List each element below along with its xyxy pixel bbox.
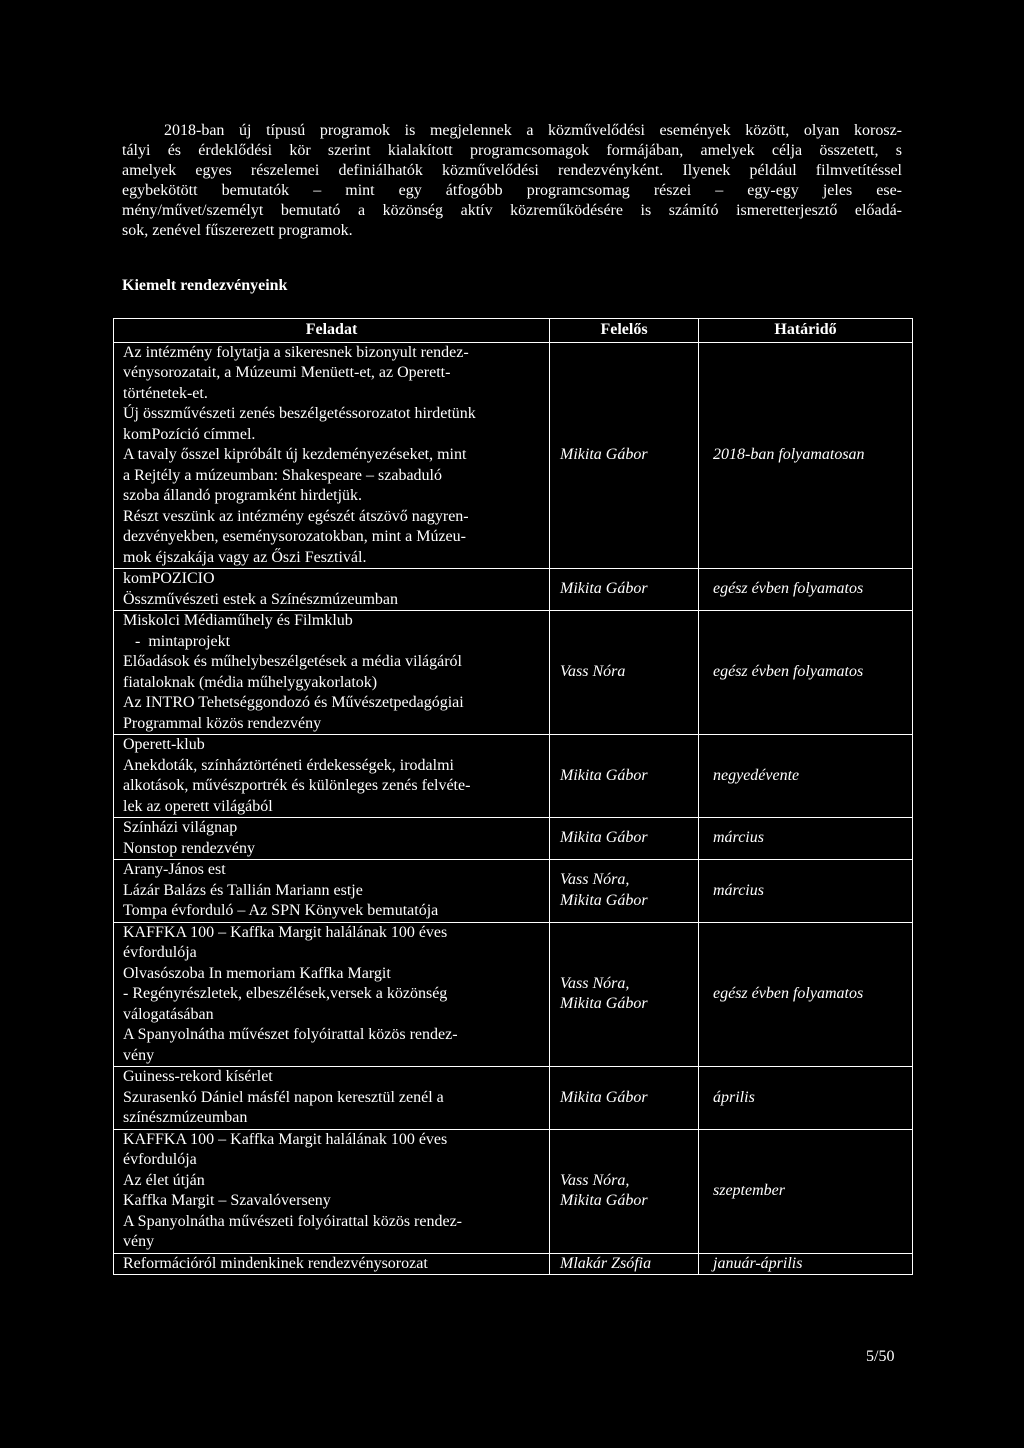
intro-line: 2018-ban új típusú programok is megjelennek a közművelődési események között, olyan korosz-: [164, 122, 902, 139]
cell-line: március: [713, 881, 764, 899]
table-row: [114, 1129, 913, 1253]
task-cell: [114, 860, 550, 923]
cell-line: 2018-ban folyamatosan: [713, 446, 865, 463]
cell-line: Mikita Gábor: [560, 766, 648, 784]
deadline-cell: [699, 1067, 913, 1130]
intro-line: sok, zenével fűszerezett programok.: [122, 222, 353, 239]
cell-line: Operett-klub: [123, 736, 205, 753]
cell-line: Lázár Balázs és Tallián Mariann estje: [123, 881, 363, 899]
table-row: [114, 860, 913, 923]
table-row: [114, 818, 913, 860]
cell-line: Vass Nóra,: [560, 1171, 630, 1189]
cell-line: Mikita Gábor: [560, 1192, 648, 1209]
deadline-cell: [699, 1253, 913, 1275]
task-cell: [114, 922, 550, 1067]
cell-line: Az INTRO Tehetséggondozó és Művészetpedagógiai: [123, 694, 464, 711]
cell-line: színészmúzeumban: [123, 1109, 248, 1126]
responsible-cell: [550, 818, 699, 860]
cell-line: szeptember: [713, 1181, 785, 1199]
responsible-cell: [550, 1129, 699, 1253]
cell-line: Programmal közös rendezvény: [123, 714, 322, 732]
cell-line: alkotások, művészportrék és különleges zenés felvéte-: [123, 777, 471, 794]
cell-line: KAFFKA 100 – Kaffka Margit halálának 100 éves: [123, 923, 448, 941]
cell-line: fiataloknak (média műhelygyakorlatok): [123, 673, 378, 691]
table-row: [114, 611, 913, 735]
cell-line: Mikita Gábor: [560, 1088, 648, 1106]
cell-line: Vass Nóra,: [560, 871, 630, 889]
header-deadline: Határidő: [699, 319, 913, 343]
cell-line: komPOZICIO: [123, 570, 215, 587]
table-row: [114, 735, 913, 818]
cell-line: A Spanyolnátha művészet folyóirattal közös rendez-: [123, 1026, 458, 1043]
cell-line: - Regényrészletek, elbeszélések,versek a közönség: [123, 985, 448, 1002]
cell-line: Tompa évforduló – Az SPN Könyvek bemutatója: [123, 902, 439, 919]
task-cell: [114, 1253, 550, 1275]
cell-line: - mintaprojekt: [123, 632, 231, 650]
cell-line: Guiness-rekord kísérlet: [123, 1068, 273, 1085]
cell-line: negyedévente: [713, 766, 800, 784]
table-header-row: [114, 319, 913, 343]
cell-line: egész évben folyamatos: [713, 580, 864, 598]
cell-line: Részt veszünk az intézmény egészét átszövő nagyren-: [123, 507, 469, 525]
responsible-cell: [550, 1253, 699, 1275]
cell-line: Mikita Gábor: [560, 829, 648, 847]
table-row: [114, 922, 913, 1067]
cell-line: A Spanyolnátha művészeti folyóirattal közös rendez-: [123, 1212, 463, 1230]
cell-line: január-április: [713, 1254, 803, 1272]
cell-line: Előadások és műhelybeszélgetések a média világáról: [123, 653, 462, 670]
cell-line: egész évben folyamatos: [713, 985, 864, 1002]
intro-paragraph: [122, 121, 902, 241]
task-cell: [114, 342, 550, 569]
cell-line: évfordulója: [123, 944, 197, 961]
cell-line: Mikita Gábor: [560, 995, 648, 1013]
cell-line: Az intézmény folytatja a sikeresnek bizonyult rendez-: [123, 343, 469, 361]
deadline-cell: [699, 860, 913, 923]
cell-line: dezvényekben, eseménysorozatokban, mint a Múzeu-: [123, 528, 466, 545]
responsible-cell: [550, 922, 699, 1067]
section-heading: Kiemelt rendezvényeink: [122, 277, 288, 294]
cell-line: Olvasószoba In memoriam Kaffka Margit: [123, 964, 391, 982]
cell-line: Mlakár Zsófia: [560, 1254, 652, 1272]
cell-line: történetek-et.: [123, 384, 208, 402]
task-cell: [114, 1129, 550, 1253]
responsible-cell: [550, 860, 699, 923]
cell-line: vény: [123, 1046, 155, 1064]
cell-line: április: [713, 1088, 755, 1106]
deadline-cell: [699, 342, 913, 569]
cell-line: Mikita Gábor: [560, 446, 648, 463]
cell-line: válogatásában: [123, 1005, 214, 1023]
cell-line: Új összművészeti zenés beszélgetéssorozatot hirdetünk: [123, 405, 476, 422]
page-number: 5/50: [866, 1348, 895, 1365]
cell-line: szoba állandó programként hirdetjük.: [123, 487, 363, 504]
cell-line: Szurasenkó Dániel másfél napon keresztül zenél a: [123, 1088, 444, 1106]
cell-line: vény: [123, 1233, 155, 1250]
cell-line: Anekdoták, színháztörténeti érdekességek, irodalmi: [123, 756, 454, 774]
table-row: [114, 342, 913, 569]
cell-line: egész évben folyamatos: [713, 663, 864, 681]
deadline-cell: [699, 569, 913, 611]
responsible-cell: [550, 611, 699, 735]
cell-line: Mikita Gábor: [560, 891, 648, 909]
intro-line: egybekötött bemutatók – mint egy átfogóbb programcsomag részei – egy-egy jeles ese-: [122, 182, 902, 199]
task-cell: [114, 1067, 550, 1130]
cell-line: a Rejtély a múzeumban: Shakespeare – szabaduló: [123, 466, 442, 484]
table-body: [114, 342, 913, 1275]
task-cell: [114, 569, 550, 611]
deadline-cell: [699, 735, 913, 818]
cell-line: Miskolci Médiaműhely és Filmklub: [123, 612, 353, 629]
cell-line: komPozíció címmel.: [123, 425, 256, 443]
table-row: [114, 569, 913, 611]
intro-line: tályi és érdeklődési kör szerint kialakított programcsomagok formájában, amelyek célja összetett, s: [122, 142, 902, 159]
cell-line: Reformációról mindenkinek rendezvénysorozat: [123, 1254, 428, 1272]
table-row: [114, 1253, 913, 1275]
deadline-cell: [699, 818, 913, 860]
intro-line: amelyek egyes részelemei definiálhatók közművelődési rendezvényként. Ilyenek például filmvetítéssel: [122, 162, 902, 179]
task-cell: [114, 818, 550, 860]
responsible-cell: [550, 735, 699, 818]
cell-line: mok éjszakája vagy az Őszi Fesztivál.: [123, 548, 367, 566]
responsible-cell: [550, 1067, 699, 1130]
responsible-cell: [550, 569, 699, 611]
cell-line: Színházi világnap: [123, 819, 238, 836]
cell-line: Az élet útján: [123, 1171, 205, 1189]
cell-line: A tavaly ősszel kipróbált új kezdeményezéseket, mint: [123, 446, 467, 463]
responsible-cell: [550, 342, 699, 569]
deadline-cell: [699, 1129, 913, 1253]
cell-line: Kaffka Margit – Szavalóverseny: [123, 1192, 331, 1209]
cell-line: Vass Nóra: [560, 663, 626, 681]
header-responsible: Felelős: [550, 319, 699, 343]
task-cell: [114, 735, 550, 818]
cell-line: vénysorozatait, a Múzeumi Menüett-et, az Operett-: [123, 364, 451, 381]
cell-line: évfordulója: [123, 1151, 197, 1168]
cell-line: Nonstop rendezvény: [123, 839, 255, 857]
table-row: [114, 1067, 913, 1130]
cell-line: Arany-János est: [123, 861, 226, 878]
deadline-cell: [699, 922, 913, 1067]
cell-line: Összművészeti estek a Színészmúzeumban: [123, 590, 399, 608]
events-table: [113, 318, 913, 1275]
cell-line: Vass Nóra,: [560, 974, 630, 992]
task-cell: [114, 611, 550, 735]
deadline-cell: [699, 611, 913, 735]
cell-line: Mikita Gábor: [560, 580, 648, 598]
cell-line: lek az operett világából: [123, 797, 273, 815]
intro-line: mény/művet/személyt bemutató a közönség aktív közreműködésére is számító ismeretterjesztő előadá-: [122, 202, 902, 219]
header-task: Feladat: [114, 319, 550, 343]
cell-line: KAFFKA 100 – Kaffka Margit halálának 100 éves: [123, 1130, 448, 1148]
cell-line: március: [713, 829, 764, 847]
